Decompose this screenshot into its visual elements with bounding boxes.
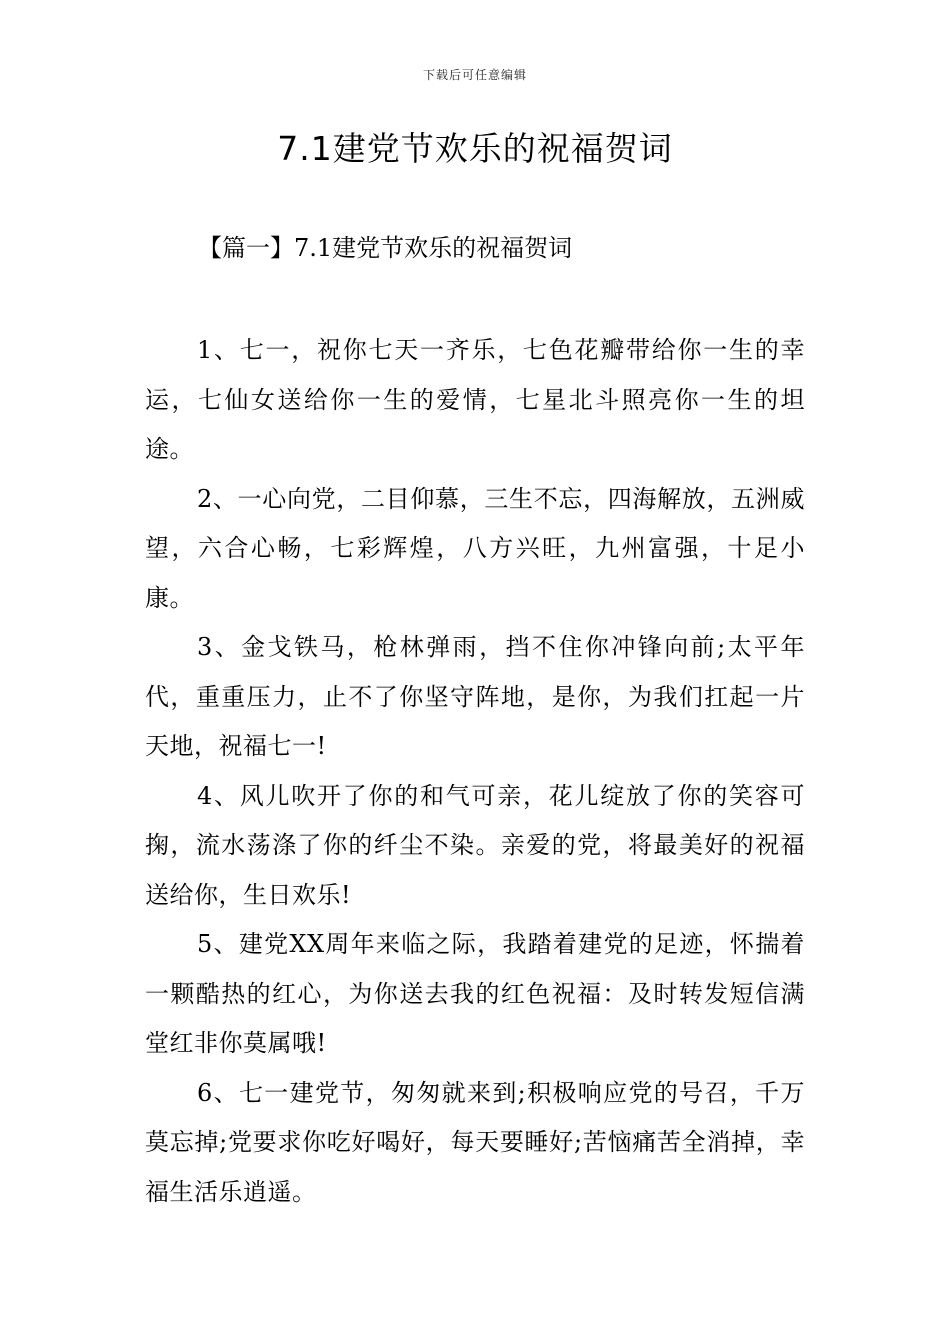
paragraph-3: 3、金戈铁马，枪林弹雨，挡不住你冲锋向前;太平年代，重重压力，止不了你坚守阵地，是你，为我们扛起一片天地，祝福七一! — [145, 633, 805, 760]
document-title: 7.1建党节欢乐的祝福贺词 — [277, 129, 673, 168]
paragraph-6: 6、七一建党节，匆匆就来到;积极响应党的号召，千万莫忘掉;党要求你吃好喝好，每天要睡好;苦恼痛苦全消掉，幸福生活乐逍遥。 — [145, 1078, 805, 1206]
document-body — [145, 326, 805, 1217]
header-note: 下载后可任意编辑 — [422, 68, 527, 82]
paragraph-1: 1、七一，祝你七天一齐乐，七色花瓣带给你一生的幸运，七仙女送给你一生的爱情，七星北斗照亮你一生的坦途。 — [145, 336, 805, 463]
paragraph-2: 2、一心向党，二目仰慕，三生不忘，四海解放，五洲威望，六合心畅，七彩辉煌，八方兴旺，九州富强，十足小康。 — [145, 484, 805, 612]
section-heading: 【篇一】7.1建党节欢乐的祝福贺词 — [198, 234, 573, 262]
paragraph-5: 5、建党XX周年来临之际，我踏着建党的足迹，怀揣着一颗酷热的红心，为你送去我的红色祝福：及时转发短信满堂红非你莫属哦! — [145, 930, 805, 1057]
paragraph-4: 4、风儿吹开了你的和气可亲，花儿绽放了你的笑容可掬，流水荡涤了你的纤尘不染。亲爱的党，将最美好的祝福送给你，生日欢乐! — [145, 781, 805, 909]
